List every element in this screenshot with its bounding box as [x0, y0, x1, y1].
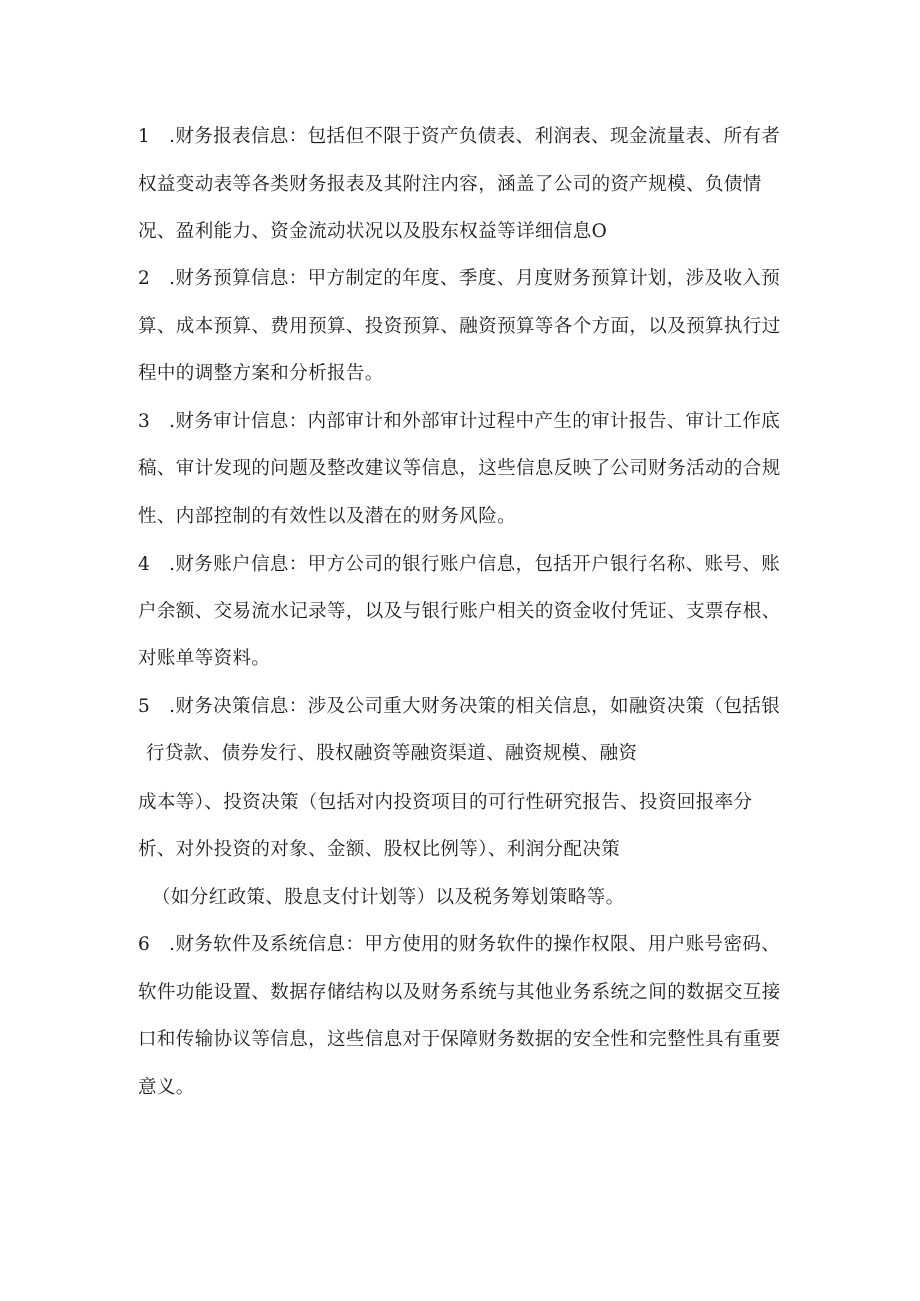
text-line: 成本等）、投资决策（包括对内投资项目的可行性研究报告、投资回报率分 [138, 792, 753, 813]
text-line: 析、对外投资的对象、金额、股权比例等）、利润分配决策 [138, 839, 621, 860]
text-line: 4 .财务账户信息：甲方公司的银行账户信息，包括开户银行名称、账号、账 [138, 554, 781, 575]
text-line: 意义。 [138, 1077, 195, 1098]
text-line: 稿、审计发现的问题及整改建议等信息，这些信息反映了公司财务活动的合规 [138, 458, 781, 479]
text-line: 6 .财务软件及系统信息：甲方使用的财务软件的操作权限、用户账号密码、 [138, 934, 781, 955]
text-line: 性、内部控制的有效性以及潜在的财务风险。 [138, 506, 517, 527]
text-line: 3 .财务审计信息：内部审计和外部审计过程中产生的审计报告、审计工作底 [138, 411, 781, 432]
text-line: 软件功能设置、数据存储结构以及财务系统与其他业务系统之间的数据交互接 [138, 982, 781, 1003]
text-line: 1 .财务报表信息：包括但不限于资产负债表、利润表、现金流量表、所有者 [138, 126, 781, 147]
text-line: （如分红政策、股息支付计划等）以及税务筹划策略等。 [152, 887, 625, 908]
text-line: 户余额、交易流水记录等，以及与银行账户相关的资金收付凭证、支票存根、 [138, 601, 781, 622]
text-line: 2 .财务预算信息：甲方制定的年度、季度、月度财务预算计划，涉及收入预 [138, 268, 781, 289]
text-line: 权益变动表等各类财务报表及其附注内容，涵盖了公司的资产规模、负债情 [138, 174, 762, 195]
text-line: 口和传输协议等信息，这些信息对于保障财务数据的安全性和完整性具有重要 [138, 1029, 781, 1050]
text-line: 5 .财务决策信息：涉及公司重大财务决策的相关信息，如融资决策（包括银 [138, 696, 781, 717]
text-line: 算、成本预算、费用预算、投资预算、融资预算等各个方面，以及预算执行过 [138, 316, 781, 337]
text-line: 况、盈利能力、资金流动状况以及股东权益等详细信息O [138, 221, 608, 242]
text-line: 行贷款、债券发行、股权融资等融资渠道、融资规模、融资 [146, 743, 638, 764]
text-line: 对账单等资料。 [138, 648, 271, 669]
text-line: 程中的调整方案和分析报告。 [138, 363, 384, 384]
